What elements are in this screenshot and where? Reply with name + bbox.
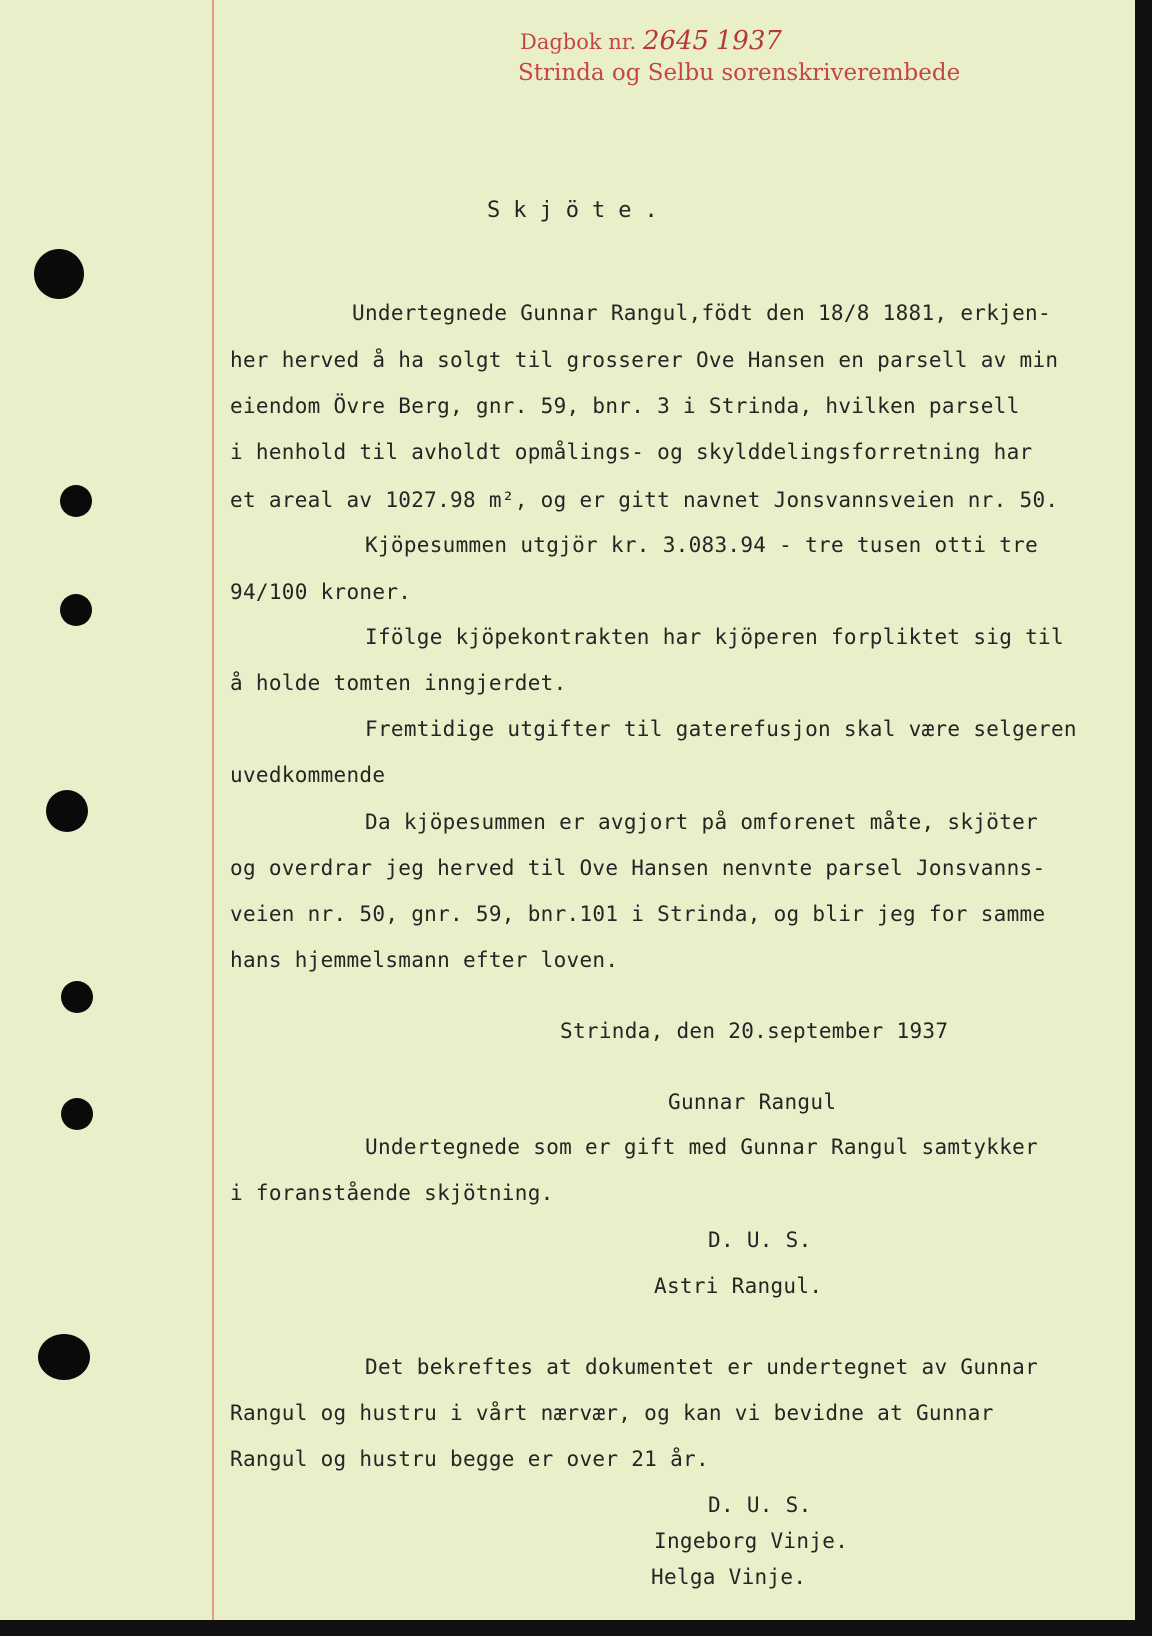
margin-rule <box>212 0 214 1620</box>
text-line: i foranstående skjötning. <box>230 1181 554 1205</box>
text-line: Undertegnede som er gift med Gunnar Rangul samtykker <box>365 1135 1039 1159</box>
dagbok-number: 2645 <box>642 26 710 56</box>
signature-seller: Gunnar Rangul <box>668 1090 837 1114</box>
dus-mark: D. U. S. <box>708 1228 812 1252</box>
text-line: Kjöpesummen utgjör kr. 3.083.94 - tre tusen otti tre <box>365 533 1039 557</box>
text-line: Rangul og hustru begge er over 21 år. <box>230 1447 709 1471</box>
dagbok-label: Dagbok nr. <box>520 30 637 54</box>
punch-hole <box>60 594 92 626</box>
text-line: 94/100 kroner. <box>230 580 412 604</box>
text-line: veien nr. 50, gnr. 59, bnr.101 i Strinda, og blir jeg for samme <box>230 902 1046 926</box>
text-line: Undertegnede Gunnar Rangul,födt den 18/8 1881, erkjen- <box>352 301 1051 325</box>
text-line: her herved å ha solgt til grosserer Ove Hansen en parsell av min <box>230 348 1059 372</box>
text-line: Fremtidige utgifter til gaterefusjon skal være selgeren <box>365 717 1077 741</box>
dus-mark: D. U. S. <box>708 1493 812 1517</box>
text-line: Det bekreftes at dokumentet er undertegnet av Gunnar <box>365 1355 1039 1379</box>
punch-hole <box>38 1334 90 1380</box>
registry-stamp-office: Strinda og Selbu sorenskriverembede <box>518 60 961 86</box>
punch-hole <box>34 249 84 299</box>
text-line: uvedkommende <box>230 763 386 787</box>
signature-witness: Ingeborg Vinje. <box>654 1529 849 1553</box>
punch-hole <box>60 485 92 517</box>
punch-hole <box>61 1098 93 1130</box>
registry-stamp-number <box>520 26 782 56</box>
text-line: Ifölge kjöpekontrakten har kjöperen forpliktet sig til <box>365 625 1064 649</box>
punch-hole <box>61 981 93 1013</box>
document-title: Skjöte. <box>487 198 671 223</box>
text-line: hans hjemmelsmann efter loven. <box>230 948 619 972</box>
text-line: å holde tomten inngjerdet. <box>230 671 567 695</box>
text-line: i henhold til avholdt opmålings- og skylddelingsforretning har <box>230 440 1033 464</box>
text-line: et areal av 1027.98 m², og er gitt navnet Jonsvannsveien nr. 50. <box>230 488 1059 512</box>
punch-hole <box>46 790 88 832</box>
date-line: Strinda, den 20.september 1937 <box>560 1019 949 1043</box>
text-line: eiendom Övre Berg, gnr. 59, bnr. 3 i Strinda, hvilken parsell <box>230 394 1020 418</box>
text-line: og overdrar jeg herved til Ove Hansen nenvnte parsel Jonsvanns- <box>230 856 1046 880</box>
signature-spouse: Astri Rangul. <box>654 1274 823 1298</box>
signature-witness: Helga Vinje. <box>651 1565 807 1589</box>
dagbok-year: 1937 <box>715 26 782 56</box>
text-line: Da kjöpesummen er avgjort på omforenet måte, skjöter <box>365 810 1039 834</box>
text-line: Rangul og hustru i vårt nærvær, og kan vi bevidne at Gunnar <box>230 1401 994 1425</box>
